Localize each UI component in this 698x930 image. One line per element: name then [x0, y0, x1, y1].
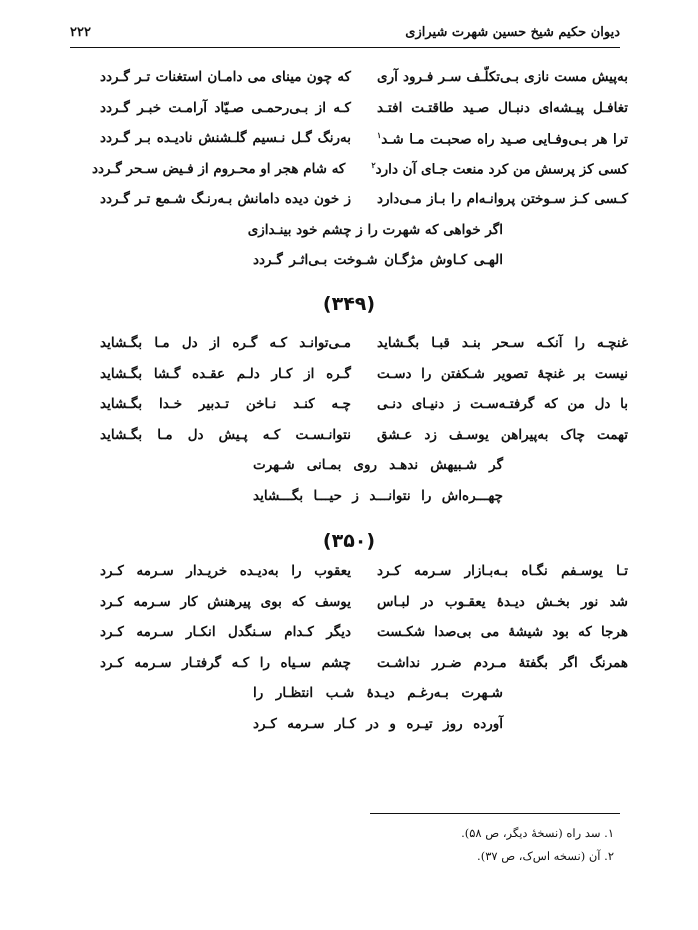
hemistich: چهـــره‌اش را نتوانـــد ز حیـــا بگـــشاید [253, 487, 503, 504]
couplet [100, 328, 628, 359]
running-head [70, 20, 620, 44]
couplet [91, 154, 628, 185]
footnote-mark: ۲ [371, 160, 376, 170]
hemistich-text: کسی کز پرسش من کرد منعت جـای آن دارد [375, 161, 628, 178]
hemistich: که چون مینای می دامـان استغنات تـر گـردد [100, 69, 351, 86]
closing-line [100, 678, 628, 709]
couplet [100, 617, 628, 648]
hemistich: الهـی کـاوش مژگـان شـوخت بـی‌اثـر گـردد [253, 252, 503, 269]
header-rule [70, 47, 620, 48]
couplet [100, 420, 628, 451]
hemistich-with-footnote [377, 130, 628, 148]
couplet [100, 62, 628, 93]
hemistich: غنچـه را آنکـه سـحر بنـد قبـا بگـشاید [377, 335, 628, 352]
footnote-2: ۲. آن (نسخه اس‌ک، ص ۳۷). [477, 849, 614, 863]
hemistich: چـه کنـد نـاخن تـدبیر خـدا بگـشاید [100, 396, 351, 413]
hemistich: گـره از کـار دلـم عقـده گـشا بگـشاید [100, 365, 351, 382]
hemistich-text: ترا هر بـی‌وفـایی صـید راه صحبـت مـا شـد [381, 131, 628, 147]
hemistich: تهمت چاک به‌پیراهن یوسـف زد عـشق [377, 426, 628, 443]
hemistich: شـهرت بـه‌رغـم دیـدهٔ شـب انتظـار را [253, 685, 503, 702]
closing-line [100, 450, 628, 481]
closing-line [100, 215, 628, 246]
hemistich: کـسی کـز سـوختن پروانـه‌ام را بـاز مـی‌دارد [377, 191, 628, 208]
hemistich-with-footnote [371, 160, 628, 178]
hemistich: اگر خواهی که شهرت را ز چشم خود بینـدازی [247, 221, 503, 238]
book-title: دیوان حکیم شیخ حسین شهرت شیرازی [405, 24, 620, 40]
hemistich: به‌رنگ گـل نـسیم گلـشنش نادیـده بـر گـردد [100, 130, 351, 147]
hemistich: شد نور بخـش دیـدهٔ یعقـوب در لبـاس [377, 593, 628, 610]
poem-continuation [91, 62, 628, 276]
poem-349 [100, 328, 628, 511]
hemistich: تغافـل پیـشه‌ای دنبـال صـید طاقتـت افتـد [377, 99, 628, 116]
hemistich: با دل من که گرفتـه‌سـت ز دنیـای دنـی [377, 396, 628, 413]
closing-line [100, 709, 628, 740]
hemistich: گر شـبیهش ندهـد روی بمـانی شـهرت [253, 457, 503, 474]
couplet [100, 123, 628, 154]
couplet [100, 93, 628, 124]
footnote-mark: ۱ [377, 129, 382, 140]
hemistich: کـه از بـی‌رحمـی صـیّاد آرامـت خبـر گـردد [100, 99, 351, 116]
poem-number: (۳۴۹) [322, 293, 376, 315]
footnote-1: ۱. سد راه (نسخهٔ دیگر، ص ۵۸). [461, 826, 614, 840]
hemistich: به‌پیش مست نازی بـی‌تکلّـف سـر فـرود آری [377, 69, 628, 86]
hemistich: تـا یوسـفم نگـاه بـه‌بـازار سـرمه کـرد [377, 563, 628, 580]
footnotes [314, 822, 614, 868]
couplet [100, 587, 628, 618]
hemistich: یعقوب را به‌دیـده خریـدار سـرمه کـرد [100, 563, 351, 580]
hemistich: همرنگ اگر بگفتهٔ مـردم ضـرر نداشـت [377, 654, 628, 671]
couplet [100, 648, 628, 679]
closing-line [100, 481, 628, 512]
hemistich: ز خون دیده دامانش بـه‌رنـگ شـمع تـر گـردد [100, 191, 351, 208]
couplet [100, 359, 628, 390]
hemistich: آورده روز تیـره و در کـار سـرمه کـرد [253, 715, 503, 732]
poem-350 [100, 556, 628, 739]
page-number: ۲۲۲ [70, 24, 91, 40]
hemistich: یوسف که بوی پیرهنش کار سـرمه کـرد [100, 593, 351, 610]
hemistich: دیگر کـدام سـنگدل انکـار سـرمه کـرد [100, 624, 351, 641]
closing-line [100, 245, 628, 276]
hemistich: نیست بر غنچهٔ تصویر شـکفتن را دسـت [377, 365, 628, 382]
couplet [100, 389, 628, 420]
couplet [100, 556, 628, 587]
hemistich: چشم سـیاه را کـه گرفتـار سـرمه کـرد [100, 654, 351, 671]
couplet [100, 184, 628, 215]
footnote-rule [370, 813, 620, 814]
hemistich: مـی‌توانـد کـه گـره از دل مـا بگـشاید [100, 335, 351, 352]
poem-number: (۳۵۰) [322, 530, 376, 552]
hemistich: که شام هجر او محـروم از فـیض سـحر گـردد [91, 160, 346, 177]
hemistich: نتوانـسـت کـه پـیش دل مـا بگـشاید [100, 426, 351, 443]
hemistich: هرجا که بود شیشهٔ می بی‌صدا شکـست [377, 624, 628, 641]
